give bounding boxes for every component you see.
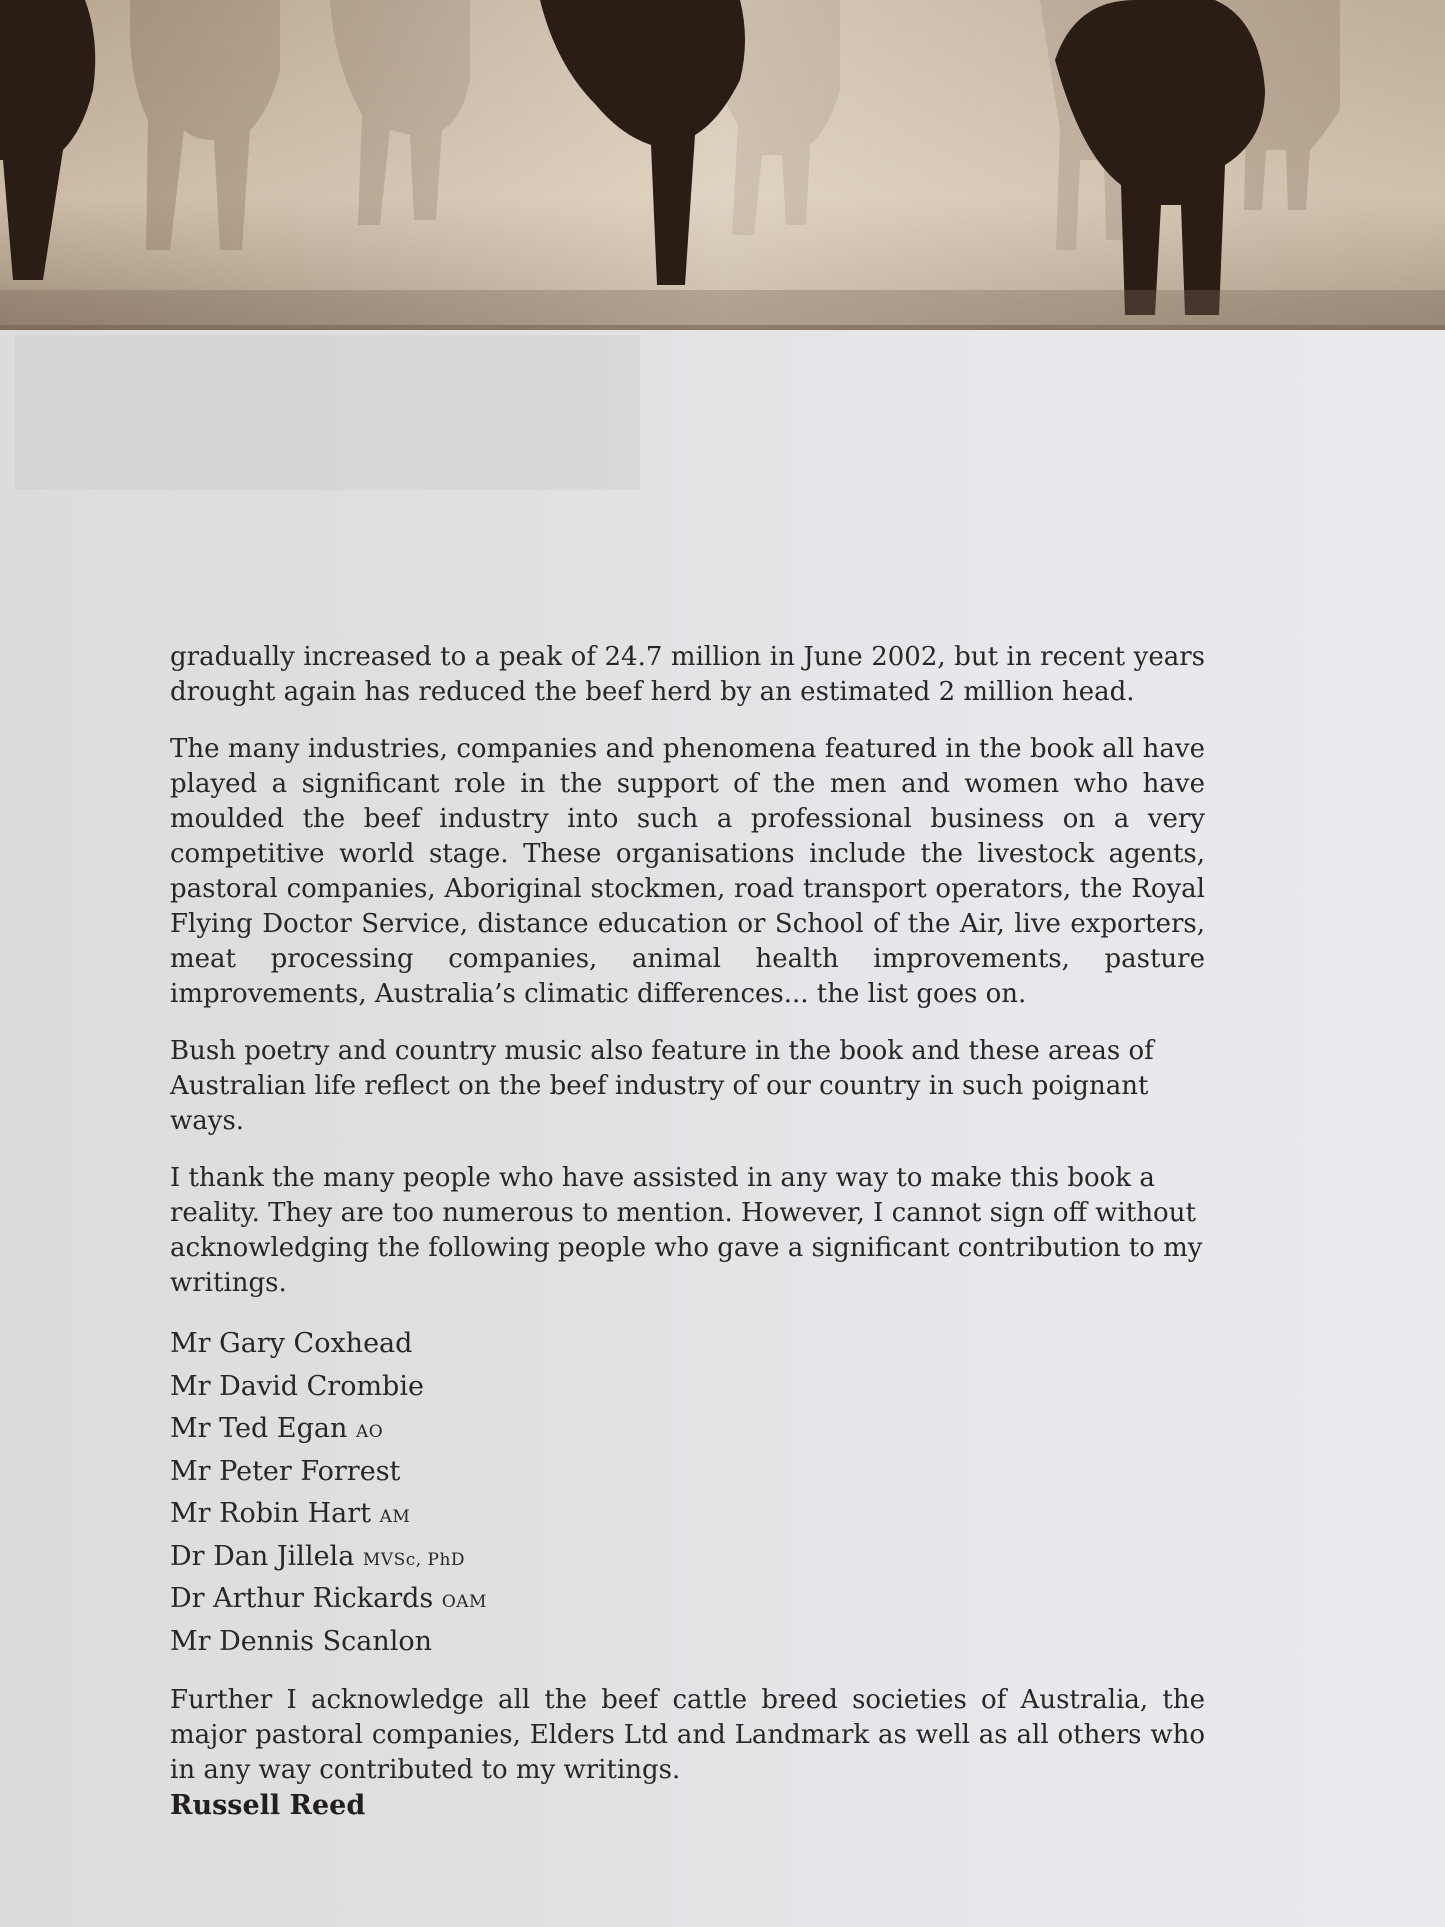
list-item: Mr David Crombie bbox=[170, 1370, 424, 1402]
paragraph-herd-numbers: gradually increased to a peak of 24.7 million in June 2002, but in recent years drought again has reduced the beef herd by an estimated 2 million head. bbox=[170, 642, 1205, 707]
list-item: Mr Peter Forrest bbox=[170, 1455, 401, 1487]
faded-background-block bbox=[15, 335, 640, 490]
list-item: Mr Dennis Scanlon bbox=[170, 1625, 432, 1657]
paragraph-bush-poetry: Bush poetry and country music also feature in the book and these areas of Australian life reflect on the beef industry of our country in such poignant ways. bbox=[170, 1036, 1154, 1136]
paragraph-closing: Further I acknowledge all the beef cattle breed societies of Australia, the major pastoral companies, Elders Ltd and Landmark as well as all others who in any way contributed to my writings. bbox=[170, 1685, 1205, 1785]
list-item: Mr Gary Coxhead bbox=[170, 1328, 413, 1359]
list-item: Mr Ted Egan AO bbox=[170, 1413, 384, 1444]
list-item: Dr Dan Jillela MVSc, PhD bbox=[170, 1540, 466, 1572]
body-text bbox=[170, 640, 1205, 1810]
acknowledgement-list bbox=[170, 1323, 1205, 1663]
list-item: Dr Arthur Rickards OAM bbox=[170, 1583, 487, 1614]
paragraph-industries: The many industries, companies and phenomena featured in the book all have played a significant role in the support of the men and women who have moulded the beef industry into such a professional business on a very competitive world stage. These organisations include the livestock agents, pastoral companies, Aboriginal stockmen, road transport operators, the Royal Flying Doctor Service, distance education or School of the Air, live exporters, meat processing companies, animal health improvements, pasture improvements, Australia’s climatic differences... the list goes on. bbox=[170, 734, 1205, 1009]
cattle-herd-photo bbox=[0, 0, 1445, 330]
list-item: Mr Robin Hart AM bbox=[170, 1498, 411, 1529]
author-signature: Russell Reed bbox=[170, 1790, 366, 1821]
paragraph-thanks: I thank the many people who have assisted in any way to make this book a reality. They are too numerous to mention. However, I cannot sign off without acknowledging the following people who gave a significant contribution to my writings. bbox=[170, 1163, 1203, 1298]
